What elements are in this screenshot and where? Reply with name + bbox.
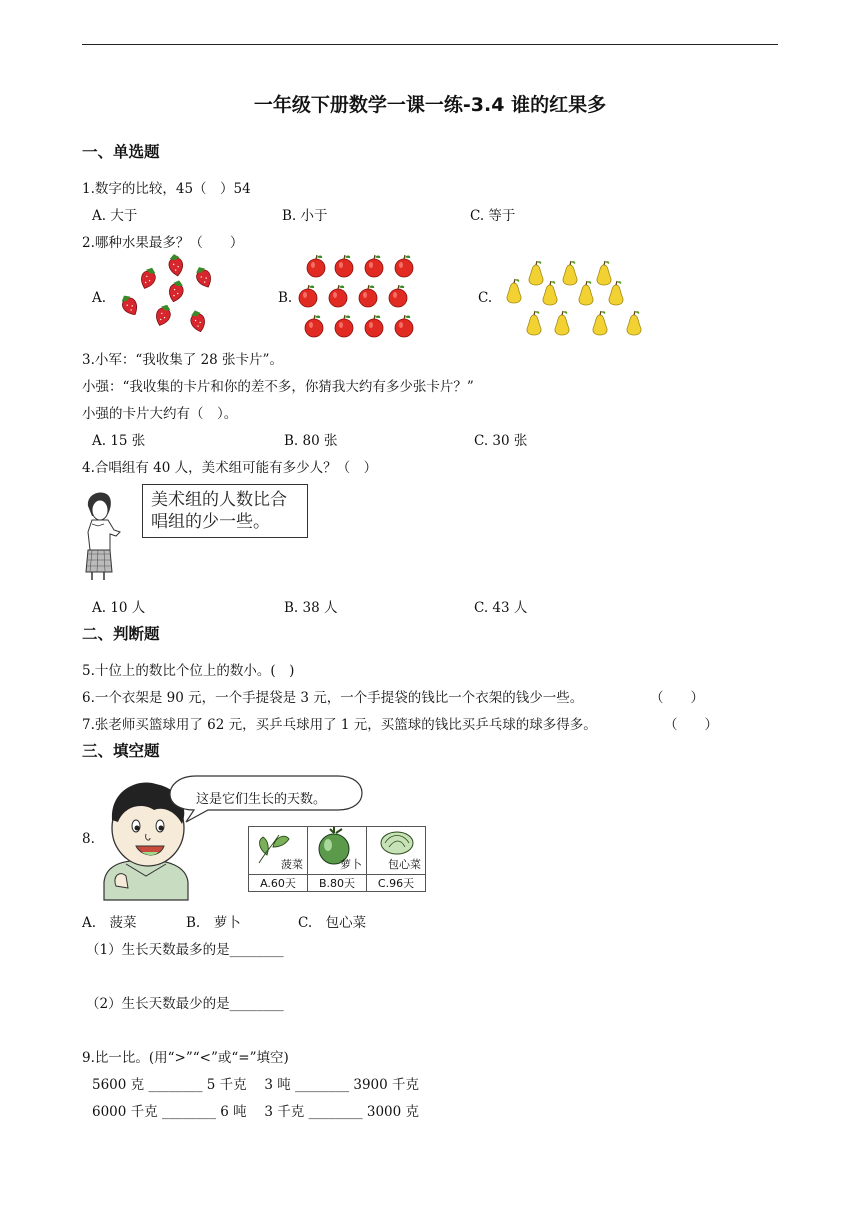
answer-paren[interactable]: （ ）: [664, 717, 718, 733]
option-c[interactable]: C. 43 人: [474, 600, 528, 616]
cabbage-icon: [377, 829, 417, 855]
section-heading: 二、判断题: [82, 625, 160, 643]
question-4: 4.合唱组有 40 人，美术组可能有多少人？（ ）: [82, 460, 378, 476]
option-a[interactable]: A. 10 人: [92, 600, 146, 616]
vegetable-name: 包心菜: [388, 858, 421, 871]
option-a[interactable]: A. 15 张: [92, 433, 146, 449]
option-b[interactable]: B. 38 人: [284, 600, 338, 616]
sub-question[interactable]: （2）生长天数最少的是________: [86, 996, 284, 1012]
option-b[interactable]: B. 小于: [282, 208, 328, 224]
section-heading: 三、填空题: [82, 742, 160, 760]
question-2: 2.哪种水果最多？（ ）: [82, 235, 244, 251]
comparison-row[interactable]: 5600 克 ________ 5 千克 3 吨 ________ 3900 千克: [92, 1077, 420, 1093]
pear-icon: [504, 260, 648, 340]
option-a[interactable]: A. 菠菜: [82, 915, 137, 931]
speech-text: 这是它们生长的天数。: [196, 792, 327, 807]
vegetable-days: A.60天: [249, 875, 308, 892]
speech-bubble: [142, 484, 308, 538]
comparison-row[interactable]: 6000 千克 ________ 6 吨 3 千克 ________ 3000 克: [92, 1104, 420, 1120]
sub-question[interactable]: （1）生长天数最多的是________: [86, 942, 284, 958]
strawberry-icon: [118, 254, 218, 336]
option-b[interactable]: B.: [278, 290, 293, 306]
vegetable-cell: [249, 827, 308, 875]
section-heading: 一、单选题: [82, 143, 160, 161]
answer-paren[interactable]: （ ）: [650, 690, 704, 706]
vegetable-table: [248, 826, 426, 892]
question-8: 8.: [82, 831, 95, 847]
vegetable-days: B.80天: [308, 875, 367, 892]
vegetable-cell: [308, 827, 367, 875]
question-7: 7.张老师买篮球用了 62 元，买乒乓球用了 1 元，买篮球的钱比买乒乓球的球多得多。: [82, 717, 597, 733]
option-a[interactable]: A. 大于: [92, 208, 138, 224]
vegetable-cell: [367, 827, 426, 875]
question-6: 6.一个衣架是 90 元，一个手提袋是 3 元，一个手提袋的钱比一个衣架的钱少一些。: [82, 690, 584, 706]
question-9: 9.比一比。(用“>”“<”或“=”填空): [82, 1050, 289, 1066]
apple-icon: [296, 254, 418, 338]
question-3-line: 小强的卡片大约有（ ）。: [82, 406, 238, 422]
option-c[interactable]: C. 包心菜: [298, 915, 367, 931]
question-5: 5.十位上的数比个位上的数小。( ): [82, 663, 295, 679]
question-3: 3.小军：“我收集了 28 张卡片”。: [82, 352, 283, 368]
page-title: 一年级下册数学一课一练-3.4 谁的红果多: [253, 94, 607, 116]
vegetable-name: 萝卜: [340, 858, 362, 871]
option-c[interactable]: C. 等于: [470, 208, 516, 224]
question-3-line: 小强：“我收集的卡片和你的差不多，你猜我大约有多少张卡片？”: [82, 379, 474, 395]
option-c[interactable]: C.: [478, 290, 493, 306]
option-b[interactable]: B. 80 张: [284, 433, 338, 449]
vegetable-name: 菠菜: [281, 858, 303, 871]
question-1: 1.数字的比较，45（ ）54: [82, 181, 251, 197]
teacher-icon: [80, 486, 142, 582]
option-b[interactable]: B. 萝卜: [186, 915, 241, 931]
bubble-line: 唱组的少一些。: [151, 512, 270, 532]
option-a[interactable]: A.: [92, 290, 107, 306]
vegetable-days: C.96天: [367, 875, 426, 892]
option-c[interactable]: C. 30 张: [474, 433, 528, 449]
header-rule: [82, 44, 778, 45]
bubble-line: 美术组的人数比合: [151, 490, 287, 510]
